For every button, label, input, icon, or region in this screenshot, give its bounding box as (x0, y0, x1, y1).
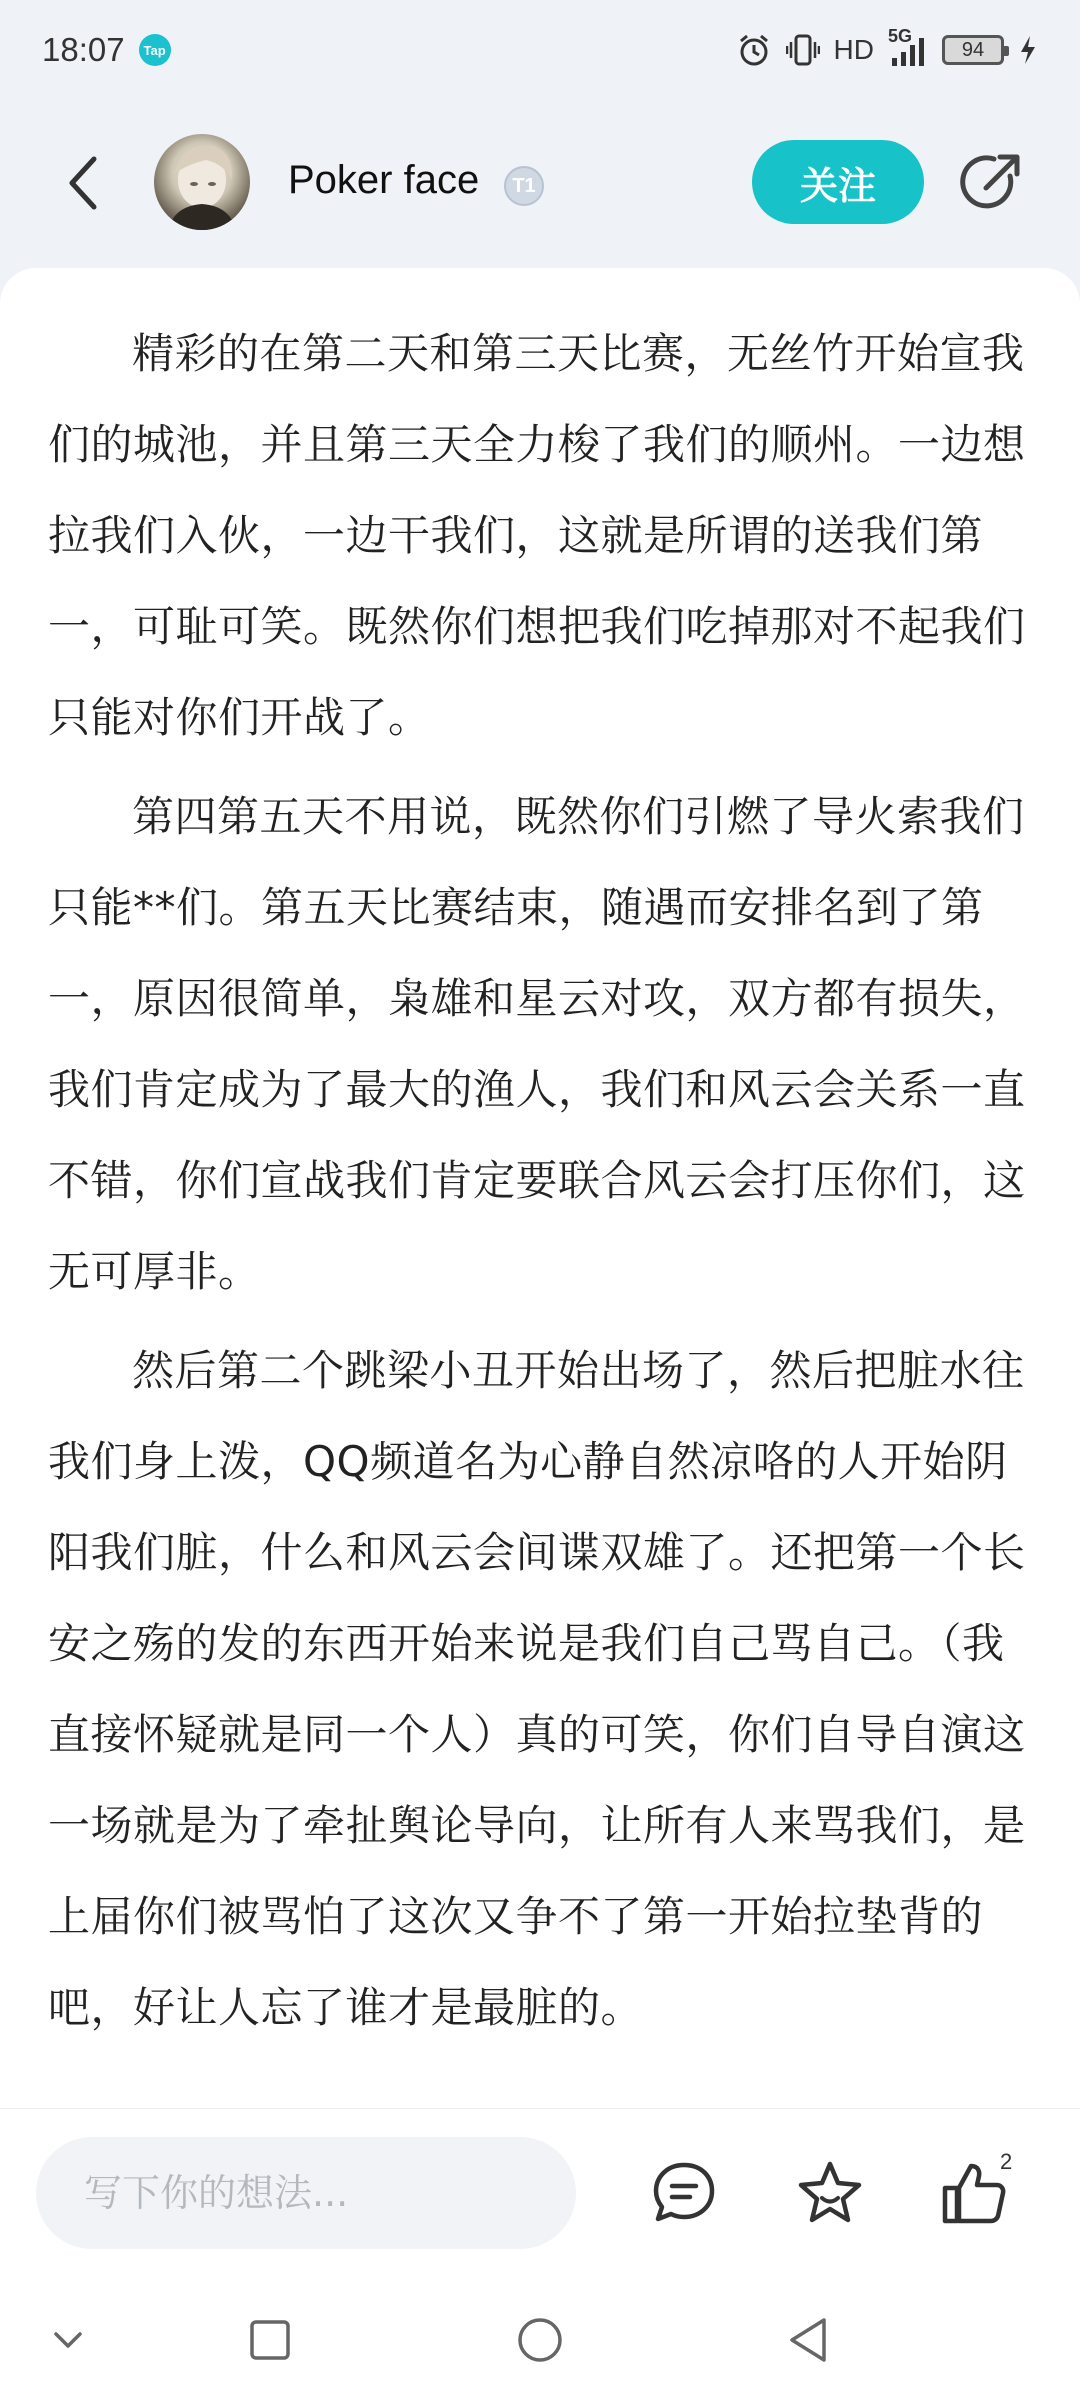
post-paragraph-3: 然后第二个跳梁小丑开始出场了，然后把脏水往我们身上泼，QQ频道名为心静自然凉咯的人开始阴阳我们脏，什么和风云会间谍双雄了。还把第一个长安之殇的发的东西开始来说是我们自己骂自己。（我直接怀疑就是同一个人）真的可笑，你们自导自演这一场就是为了牵扯舆论导向，让所有人来骂我们，是上届你们被骂怕了这次又争不了第一开始拉垫背的吧，好让人忘了谁才是最脏的。 (48, 1346, 1026, 2032)
share-icon (958, 150, 1024, 216)
chevron-left-icon (62, 153, 102, 213)
bottom-action-bar (0, 2108, 1080, 2280)
comment-button[interactable] (644, 2153, 724, 2233)
square-icon (248, 2318, 292, 2362)
nav-recents-button[interactable] (230, 2300, 310, 2380)
author-name[interactable]: Poker face (288, 158, 480, 202)
nav-collapse-button[interactable] (28, 2300, 108, 2380)
avatar[interactable] (154, 134, 250, 230)
clock: 18:07 (42, 31, 125, 68)
tap-app-icon: Tap (139, 34, 171, 66)
alarm-icon (736, 30, 772, 70)
post-content (0, 268, 1080, 2108)
status-bar-right (736, 26, 1038, 70)
share-button[interactable] (956, 148, 1026, 218)
signal-label: 5G (888, 26, 913, 46)
favorite-button[interactable] (790, 2153, 870, 2233)
triangle-back-icon (786, 2316, 830, 2364)
comment-input[interactable] (36, 2137, 576, 2249)
nav-back-button[interactable] (768, 2300, 848, 2380)
comment-icon (650, 2159, 718, 2227)
follow-button[interactable]: 关注 (752, 140, 924, 224)
charging-icon (1018, 30, 1038, 70)
back-button[interactable] (56, 152, 108, 214)
level-badge: T1 (504, 166, 544, 206)
star-icon (795, 2158, 865, 2228)
battery-icon: 94 (942, 35, 1004, 65)
post-paragraph-1: 精彩的在第二天和第三天比赛，无丝竹开始宣我们的城池，并且第三天全力梭了我们的顺州。一边想拉我们入伙，一边干我们，这就是所谓的送我们第一，可耻可笑。既然你们想把我们吃掉那对不起我们只能对你们开战了。 (48, 329, 1026, 742)
post-paragraph-2: 第四第五天不用说，既然你们引燃了导火索我们只能**们。第五天比赛结束，随遇而安排名到了第一，原因很简单，枭雄和星云对攻，双方都有损失，我们肯定成为了最大的渔人，我们和风云会关系一直不错，你们宣战我们肯定要联合风云会打压你们，这无可厚非。 (48, 792, 1026, 1296)
like-count: 2 (1000, 2149, 1013, 2174)
nav-home-button[interactable] (500, 2300, 580, 2380)
signal-icon (888, 26, 928, 70)
system-navigation-bar (0, 2280, 1080, 2400)
network-type: HD (833, 34, 874, 65)
chevron-down-icon (50, 2328, 86, 2352)
thumbs-up-icon (939, 2158, 1009, 2228)
circle-icon (516, 2316, 564, 2364)
post-header (0, 118, 1080, 248)
status-bar-left (42, 31, 171, 69)
status-bar (0, 0, 1080, 100)
vibrate-icon (786, 30, 820, 70)
